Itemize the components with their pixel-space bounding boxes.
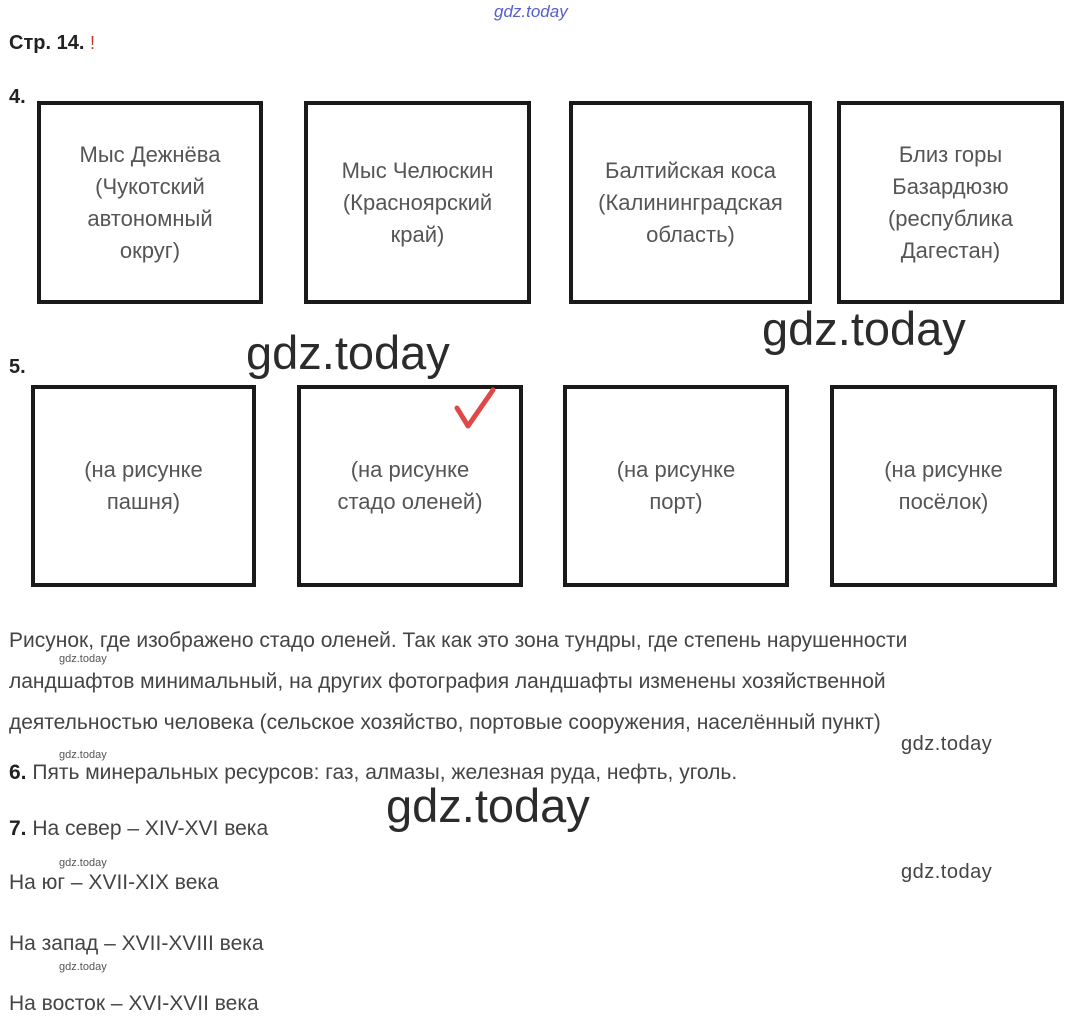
explanation-line-3: деятельностью человека (сельское хозяйство, портовые сооружения, населённый пункт) <box>9 711 881 734</box>
task-5-box-4 <box>830 385 1057 587</box>
explanation-line-2: ландшафтов минимальный, на других фотография ландшафты изменены хозяйственной <box>9 670 886 693</box>
task-6-number: 6. <box>9 761 27 784</box>
watermark-small-3: gdz.today <box>59 857 107 869</box>
task-7-south: На юг – XVII-XIX века <box>9 871 219 894</box>
task-7-north: На север – XIV-XVI века <box>32 817 269 840</box>
task-5-box-1-text: (на рисунке пашня) <box>84 457 203 514</box>
task-7-number: 7. <box>9 817 27 840</box>
task-4-box-2-text: Мыс Челюскин (Красноярский край) <box>341 157 494 247</box>
task-6 <box>9 761 737 785</box>
task-4-box-4 <box>837 101 1064 304</box>
watermark-small-2: gdz.today <box>59 749 107 761</box>
task-5-box-3 <box>563 385 789 587</box>
page-title-text: Стр. 14. <box>9 32 85 54</box>
task-7-line-1 <box>9 817 268 841</box>
task-4-box-1-text: Мыс Дежнёва (Чукотский автономный округ) <box>79 141 221 263</box>
page-title <box>9 32 95 55</box>
watermark-large-left: gdz.today <box>246 326 450 379</box>
task-7-east: На восток – XVI-XVII века <box>9 992 259 1015</box>
task-4-number: 4. <box>9 86 26 108</box>
watermark-mid-2: gdz.today <box>901 861 993 883</box>
watermark-small-4: gdz.today <box>59 961 107 973</box>
task-5-box-4-text: (на рисунке посёлок) <box>884 457 1003 514</box>
task-5-box-1 <box>31 385 256 587</box>
task-4-box-2 <box>304 101 531 304</box>
task-5-explanation <box>9 620 1069 743</box>
task-6-text: Пять минеральных ресурсов: газ, алмазы, железная руда, нефть, уголь. <box>32 761 738 784</box>
watermark-top: gdz.today <box>494 2 568 21</box>
task-5-number: 5. <box>9 356 26 378</box>
task-4-box-3-text: Балтийская коса (Калининградская область) <box>598 157 783 247</box>
task-5-box-2-text: (на рисунке стадо оленей) <box>337 457 483 514</box>
watermark-large-right: gdz.today <box>762 302 966 355</box>
task-4-box-3 <box>569 101 812 304</box>
task-5-box-3-text: (на рисунке порт) <box>616 457 736 514</box>
check-mark-icon <box>453 386 497 432</box>
watermark-large-center: gdz.today <box>386 779 590 832</box>
watermark-mid-1: gdz.today <box>901 733 993 755</box>
task-4-box-4-text: Близ горы Базардюзю (республика Дагестан) <box>887 141 1014 263</box>
watermark-small-1: gdz.today <box>59 653 107 665</box>
page-title-marker: ! <box>89 33 95 53</box>
task-7-west: На запад – XVII-XVIII века <box>9 932 264 955</box>
task-4-box-1 <box>37 101 263 304</box>
explanation-line-1: Рисунок, где изображено стадо оленей. Так как это зона тундры, где степень нарушенности <box>9 629 908 652</box>
